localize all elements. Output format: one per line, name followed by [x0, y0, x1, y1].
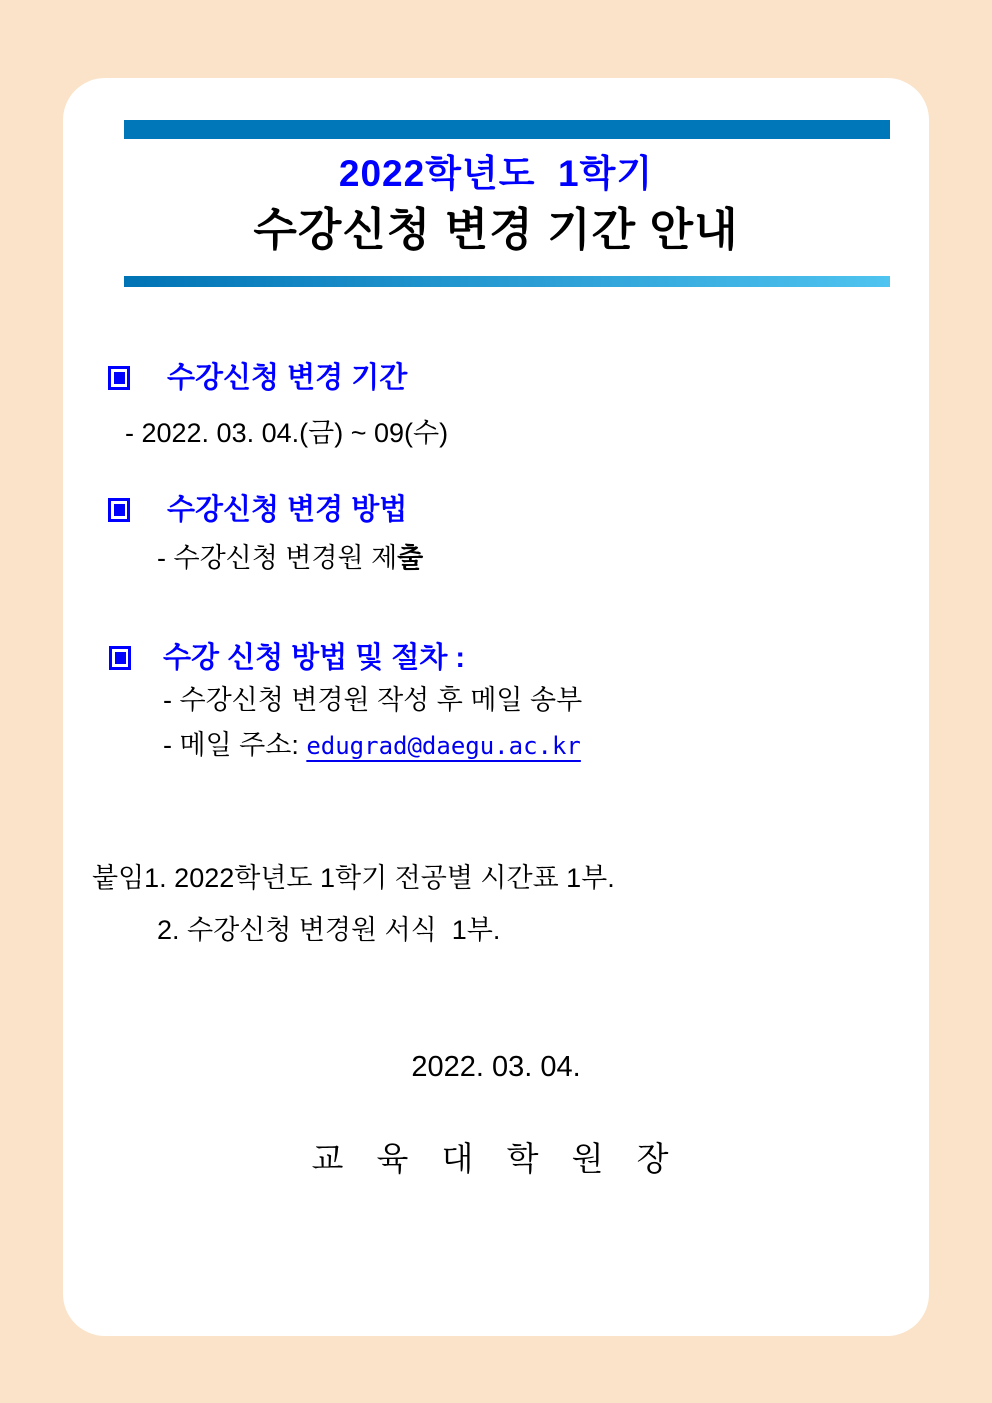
- square-bullet-inner: [115, 652, 126, 664]
- change-period-value: - 2022. 03. 04.(금) ~ 09(수): [125, 418, 449, 448]
- section-heading-change-method: [108, 493, 407, 527]
- notice-card: [63, 78, 929, 1336]
- section-heading-change-period: [108, 361, 407, 395]
- attachment-line-1: 붙임1. 2022학년도 1학기 전공별 시간표 1부.: [92, 863, 615, 893]
- section-heading-label: 수강 신청 방법 및 절차 :: [163, 642, 466, 674]
- change-method-bold-suffix: 출: [397, 543, 424, 573]
- section-heading-label: 수강신청 변경 방법: [167, 494, 408, 526]
- change-method-value: [157, 541, 423, 575]
- signature-graduate-school-dean: 교 육 대 학 원 장: [311, 1140, 681, 1177]
- square-bullet-inner: [114, 372, 125, 384]
- issue-date: 2022. 03. 04.: [411, 1051, 581, 1083]
- section-heading-label: 수강신청 변경 기간: [167, 362, 408, 394]
- procedure-step-mail-address: [163, 728, 581, 763]
- square-bullet-icon: [108, 498, 130, 522]
- section-heading-procedure: [109, 641, 465, 675]
- notice-title: 수강신청 변경 기간 안내: [253, 204, 739, 255]
- mail-address-label: - 메일 주소:: [163, 730, 307, 760]
- attachment-line-2: 2. 수강신청 변경원 서식 1부.: [157, 915, 501, 945]
- square-bullet-icon: [108, 366, 130, 390]
- change-method-text: - 수강신청 변경원 제: [157, 543, 398, 573]
- notice-subtitle: 2022학년도 1학기: [338, 153, 654, 194]
- square-bullet-icon: [109, 646, 131, 670]
- header-accent-bar: [124, 276, 890, 287]
- procedure-step-mail-send: - 수강신청 변경원 작성 후 메일 송부: [163, 685, 583, 715]
- email-link[interactable]: edugrad@daegu.ac.kr: [306, 732, 581, 760]
- square-bullet-inner: [114, 504, 125, 516]
- header-top-bar: [124, 120, 890, 139]
